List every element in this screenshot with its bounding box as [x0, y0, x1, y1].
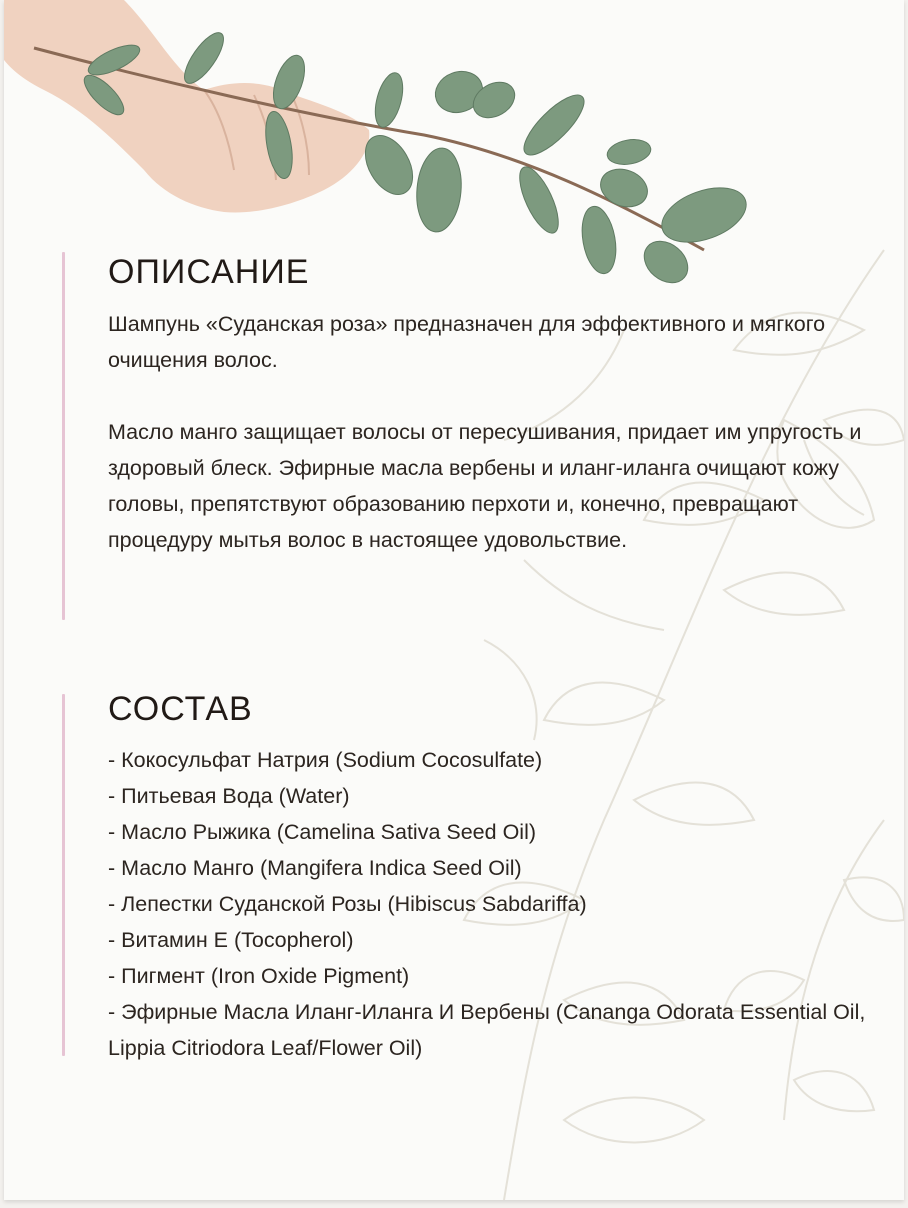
- ingredient-item: - Масло Рыжика (Camelina Sativa Seed Oil): [108, 820, 537, 844]
- description-accent-bar: [62, 252, 65, 620]
- composition-heading: СОСТАВ: [108, 690, 253, 728]
- product-info-card: [4, 0, 904, 1200]
- ingredient-item: - Масло Манго (Mangifera Indica Seed Oil): [108, 856, 522, 880]
- description-paragraph-1: Шампунь «Суданская роза» предназначен для эффективного и мягкого очищения волос.: [108, 312, 826, 372]
- composition-accent-bar: [62, 694, 65, 1056]
- ingredient-list: [108, 742, 868, 1066]
- ingredient-item: - Эфирные Масла Иланг-Иланга И Вербены (Cananga Odorata Essential Oil, Lippia Citriodora Leaf/Flower Oil): [108, 1000, 866, 1060]
- ingredient-item: - Витамин E (Tocopherol): [108, 928, 354, 952]
- ingredient-item: - Питьевая Вода (Water): [108, 784, 350, 808]
- ingredient-item: - Пигмент (Iron Oxide Pigment): [108, 964, 410, 988]
- ingredient-item: - Лепестки Суданской Розы (Hibiscus Sabdariffa): [108, 892, 587, 916]
- ingredient-item: - Кокосульфат Натрия (Sodium Cocosulfate): [108, 748, 543, 772]
- description-heading: ОПИСАНИЕ: [108, 253, 310, 291]
- description-paragraph-2: Масло манго защищает волосы от пересушивания, придает им упругость и здоровый блеск. Эфирные масла вербены и иланг-иланга очищают кожу головы, препятствуют образованию перхоти и, конечно, превращают процедуру мытья волос в настоящее удовольствие.: [108, 420, 862, 552]
